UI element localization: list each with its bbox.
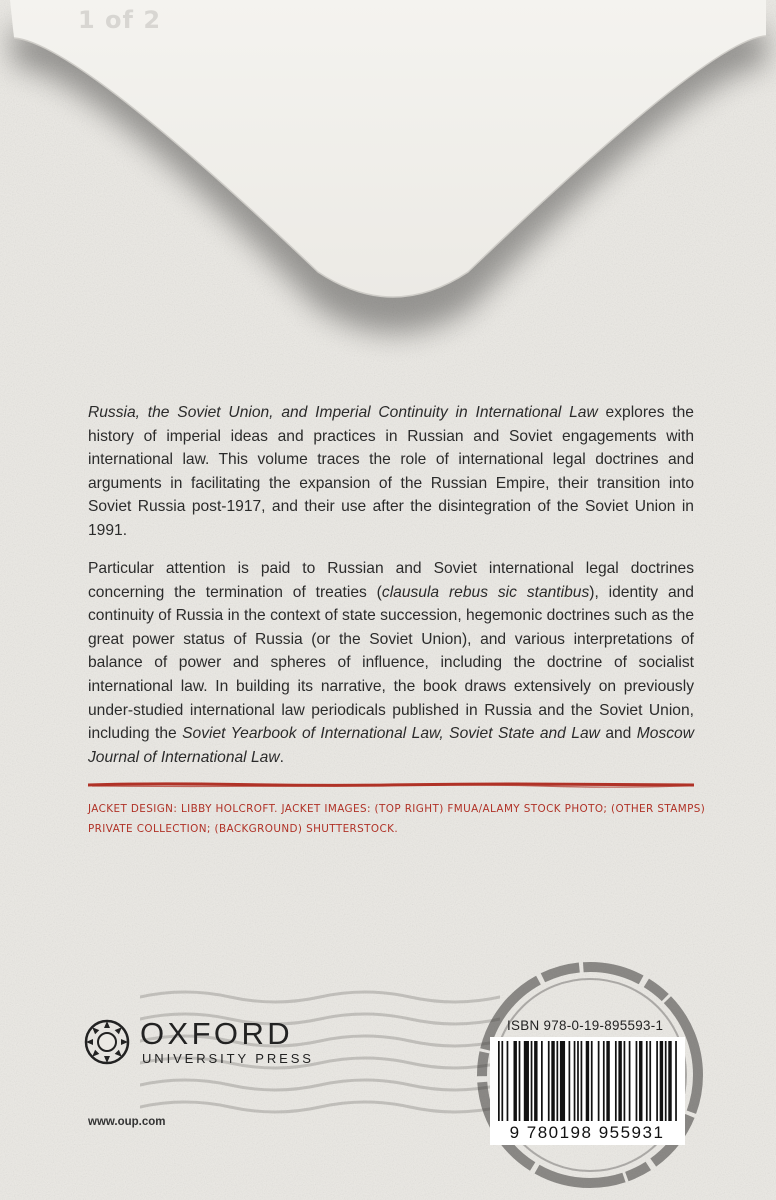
- blurb-paragraph-2: [88, 557, 694, 769]
- barcode-bar: [615, 1041, 617, 1121]
- blurb-p2-run: ), identity and continuity of Russia in the context of state succession, hegemonic doctrines such as the great power status of Russia (or the Soviet Union), and various interpretations of balance of power and spheres of influence, including the doctrine of socialist international law. In building its narrative, the book draws extensively on previously under-studied international law periodicals published in Russia and the Soviet Union, including the: [88, 583, 694, 743]
- barcode-bar: [656, 1041, 658, 1121]
- barcode-bar: [649, 1041, 651, 1121]
- barcode-bar: [675, 1041, 677, 1121]
- barcode-bar: [586, 1041, 589, 1121]
- barcode-bar: [629, 1041, 631, 1121]
- page-indicator: 1 of 2: [78, 6, 162, 34]
- blurb-p1-run: explores the history of imperial ideas and practices in Russian and Soviet engagements with international law. This volume traces the role of international legal doctrines and arguments in facilitating the expansion of the Russian Empire, their transition into Soviet Russia post-1917, and their use after the disintegration of the Soviet Union in 1991.: [88, 404, 694, 539]
- envelope-flap: [0, 0, 776, 380]
- barcode-bar: [646, 1041, 648, 1121]
- barcode-bar: [551, 1041, 554, 1121]
- publisher-name: OXFORD: [140, 1016, 294, 1051]
- barcode-bar: [519, 1041, 521, 1121]
- red-brush-rule: [88, 782, 694, 788]
- barcode-bar: [639, 1041, 642, 1121]
- blurb-p1-run: Russia, the Soviet Union, and Imperial Continuity in International Law: [88, 404, 598, 421]
- barcode-bar: [531, 1041, 533, 1121]
- barcode-bar: [581, 1041, 583, 1121]
- barcode-digits: 9 780198 955931: [509, 1123, 665, 1142]
- barcode-bar: [501, 1041, 503, 1121]
- barcode-bar: [606, 1041, 609, 1121]
- barcode-bar: [591, 1041, 593, 1121]
- barcode-bar: [569, 1041, 571, 1121]
- blurb-p2-run: Particular attention is paid to Russian and Soviet international legal doctrines concerning the termination of treaties (: [88, 560, 694, 601]
- publisher-subtitle: UNIVERSITY PRESS: [142, 1051, 314, 1066]
- publisher-website[interactable]: www.oup.com: [88, 1116, 166, 1128]
- blurb-p2-run: Moscow Journal of International Law: [88, 725, 694, 766]
- barcode-bar: [624, 1041, 626, 1121]
- barcode-bar: [507, 1041, 509, 1121]
- barcode-bar: [660, 1041, 663, 1121]
- blurb-p2-run: .: [279, 748, 284, 766]
- barcode-bar: [556, 1041, 558, 1121]
- barcode-bar: [636, 1041, 638, 1121]
- oxford-logo-icon: [84, 1018, 130, 1066]
- blurb-p2-run: Soviet Yearbook of International Law, Soviet State and Law: [182, 725, 600, 743]
- barcode-bar: [524, 1041, 529, 1121]
- barcode-bar: [577, 1041, 579, 1121]
- blurb-paragraph-1: [88, 401, 694, 543]
- barcode-bar: [618, 1041, 621, 1121]
- barcode-bar: [665, 1041, 667, 1121]
- barcode-bar: [560, 1041, 565, 1121]
- barcode-bars: [498, 1041, 677, 1121]
- barcode-bar: [598, 1041, 600, 1121]
- blurb-paragraph-1-text: [88, 401, 694, 543]
- barcode-bar: [534, 1041, 537, 1121]
- blurb-p2-run: clausula rebus sic stantibus: [381, 583, 590, 601]
- barcode: [490, 1037, 685, 1145]
- blurb-p2-run: and: [599, 725, 637, 743]
- blurb-paragraph-2-text: [88, 557, 694, 769]
- barcode-bar: [548, 1041, 550, 1121]
- barcode-bar: [668, 1041, 671, 1121]
- isbn-label: ISBN 978-0-19-895593-1: [507, 1018, 664, 1033]
- barcode-bar: [574, 1041, 576, 1121]
- barcode-bar: [513, 1041, 516, 1121]
- jacket-credits: JACKET DESIGN: LIBBY HOLCROFT. JACKET IMAGES: (TOP RIGHT) FMUA/ALAMY STOCK PHOTO; (OTHER STAMPS) PRIVATE COLLECTION; (BACKGROUND) SHUTTERSTOCK.: [88, 803, 706, 835]
- barcode-bar: [541, 1041, 543, 1121]
- barcode-bar: [603, 1041, 605, 1121]
- barcode-bar: [498, 1041, 500, 1121]
